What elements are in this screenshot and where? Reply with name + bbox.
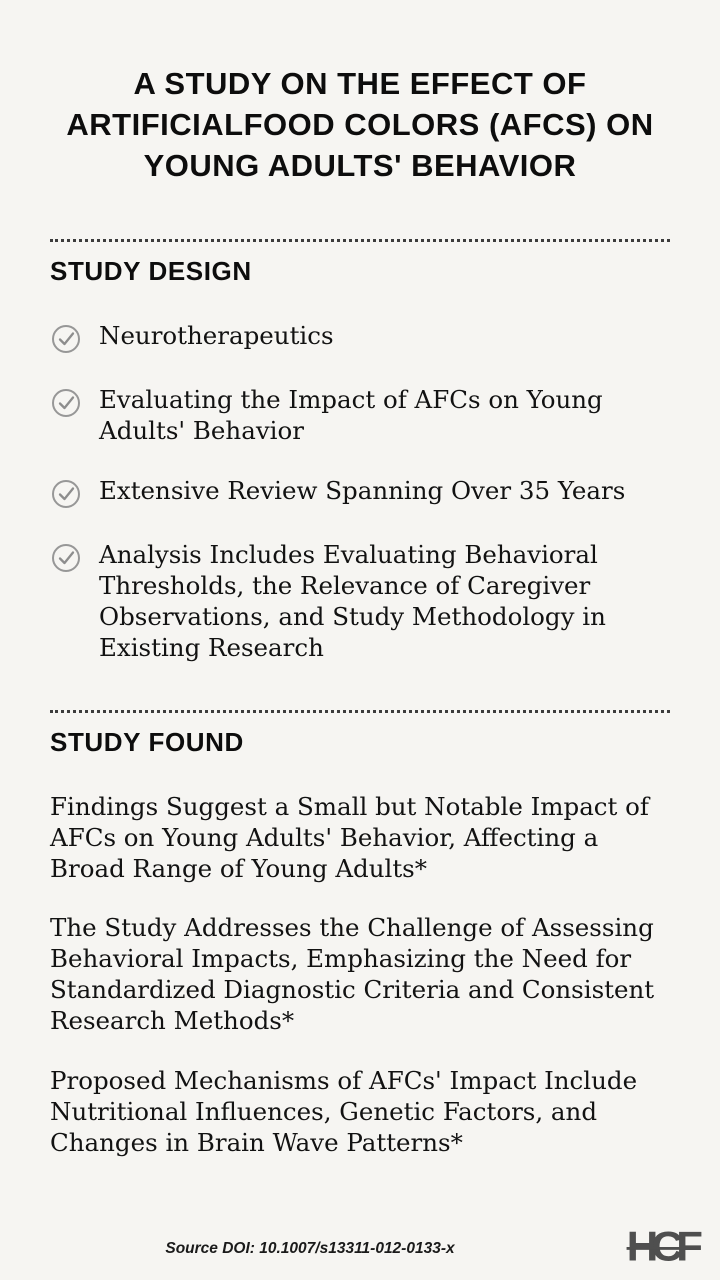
page-title (50, 64, 670, 187)
section-heading-study-found: STUDY FOUND (50, 726, 244, 757)
check-circle-icon (50, 542, 82, 574)
title-line-3: YOUNG ADULTS' BEHAVIOR (143, 147, 577, 183)
title-line-1: A STUDY ON THE EFFECT OF (133, 66, 587, 101)
check-circle-icon (50, 387, 82, 419)
check-circle-icon (50, 323, 82, 355)
list-item (50, 476, 670, 510)
study-design-list (50, 321, 670, 664)
list-item-text: Extensive Review Spanning Over 35 Years (99, 476, 626, 506)
finding-paragraph: The Study Addresses the Challenge of Assessing Behavioral Impacts, Emphasizing the Need for Standardized Diagnostic Criteria and Consistent Research Methods* (50, 913, 655, 1036)
dotted-divider-bottom (50, 710, 670, 713)
dotted-divider-top (50, 239, 670, 242)
study-found-paragraphs (50, 792, 670, 1159)
check-circle-icon (50, 478, 82, 510)
finding-paragraph: Findings Suggest a Small but Notable Impact of AFCs on Young Adults' Behavior, Affecting a Broad Range of Young Adults* (50, 791, 649, 883)
list-item-text: Analysis Includes Evaluating Behavioral Thresholds, the Relevance of Caregiver Observations, and Study Methodology in Existing Research (99, 540, 606, 663)
list-item-text: Neurotherapeutics (99, 320, 334, 350)
source-doi-text: Source DOI: 10.1007/s13311-012-0133-x (165, 1240, 455, 1257)
title-line-2: ARTIFICIALFOOD COLORS (AFCS) ON (66, 106, 654, 142)
list-item (50, 540, 670, 663)
list-item (50, 321, 670, 355)
hcf-logo: HCF (626, 1223, 696, 1270)
finding-paragraph: Proposed Mechanisms of AFCs' Impact Include Nutritional Influences, Genetic Factors, and Changes in Brain Wave Patterns* (50, 1065, 638, 1157)
list-item-text: Evaluating the Impact of AFCs on Young Adults' Behavior (99, 384, 603, 445)
section-heading-study-design: STUDY DESIGN (50, 255, 252, 286)
list-item (50, 385, 670, 447)
